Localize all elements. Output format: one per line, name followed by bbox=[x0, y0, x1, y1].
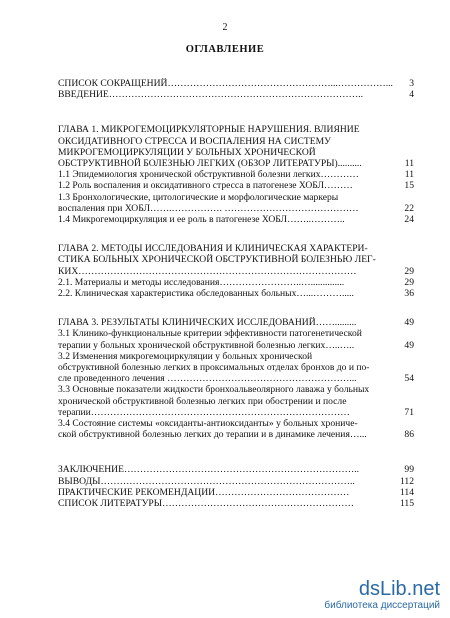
toc-entry-section-1-2[interactable]: 1.2 Роль воспаления и оксидативного стресса в патогенезе ХОБЛ……… 15 bbox=[58, 180, 414, 192]
toc-entry-section-3-3[interactable]: 3.3 Основные показатели жидкости бронхоальвеолярного лаважа у больных хронической обструктивной болезнью легких при обострении и после терапии……………………………………………………………………… 71 bbox=[58, 384, 414, 418]
page-number: 2 bbox=[222, 22, 228, 33]
toc-entry-chapter-2[interactable]: ГЛАВА 2. МЕТОДЫ ИССЛЕДОВАНИЯ И КЛИНИЧЕСКАЯ ХАРАКТЕРИ- СТИКА БОЛЬНЫХ ХРОНИЧЕСКОЙ ОБСТРУКТИВНОЙ БОЛЕЗНЬЮ ЛЕГ- КИХ…………………………………………………………………………… 29 bbox=[58, 243, 414, 277]
toc-entry-section-1-3[interactable]: 1.3 Бронхологические, цитологические и морфологические маркеры воспаления при ХОБЛ…….……………. …………………………………… 22 bbox=[58, 191, 414, 214]
watermark-subtitle: библиотека диссертаций bbox=[324, 600, 440, 611]
toc-title: ОГЛАВЛЕНИЕ bbox=[185, 44, 265, 55]
table-of-contents bbox=[58, 78, 414, 509]
toc-entry-chapter-1[interactable]: ГЛАВА 1. МИКРОГЕМОЦИРКУЛЯТОРНЫЕ НАРУШЕНИЯ. ВЛИЯНИЕ ОКСИДАТИВНОГО СТРЕССА И ВОСПАЛЕНИЯ НА СИСТЕМУ МИКРОГЕМОЦИРКУЛЯЦИИ У БОЛЬНЫХ ХРОНИЧЕСКОЙ ОБСТРУКТИВНОЙ БОЛЕЗНЬЮ ЛЕГКИХ (ОБЗОР ЛИТЕРАТУРЫ).......... 11 bbox=[58, 124, 414, 170]
toc-entry-findings[interactable]: ВЫВОДЫ…………………………………………………………………….. 112 bbox=[58, 475, 414, 487]
watermark-title: dsLib.net bbox=[358, 578, 440, 600]
toc-entry-section-1-4[interactable]: 1.4 Микрогемоциркуляция и ее роль в патогенезе ХОБЛ……..……….. 24 bbox=[58, 214, 414, 226]
toc-entry-chapter-3[interactable]: ГЛАВА 3. РЕЗУЛЬТАТЫ КЛИНИЧЕСКИХ ИССЛЕДОВАНИЙ……......... 49 bbox=[58, 317, 414, 329]
toc-entry-section-3-1[interactable]: 3.1 Клинико-функциональные критерии эффективности патогенетической терапии у больных хронической обструктивной болезнью легких…..….. 49 bbox=[58, 328, 414, 351]
toc-entry-section-2-1[interactable]: 2.1. Материалы и методы исследования……………………..….............. 29 bbox=[58, 276, 414, 288]
toc-entry-introduction[interactable]: ВВЕДЕНИЕ…………………………………………………………………….. 4 bbox=[58, 89, 414, 101]
toc-entry-references[interactable]: СПИСОК ЛИТЕРАТУРЫ…………………………………………………… 115 bbox=[58, 498, 414, 510]
toc-entry-section-1-1[interactable]: 1.1 Эпидемиология хронической обструктивной болезни легких………… 11 bbox=[58, 169, 414, 181]
toc-entry-conclusion[interactable]: ЗАКЛЮЧЕНИЕ……………………………………………………………….. 99 bbox=[58, 464, 414, 476]
toc-entry-practical-recommendations[interactable]: ПРАКТИЧЕСКИЕ РЕКОМЕНДАЦИИ…………………………………… 114 bbox=[58, 486, 414, 498]
toc-entry-section-3-4[interactable]: 3.4 Состояние системы «оксиданты-антиоксиданты» у больных хрониче- ской обструктивной болезнью легких до терапии и в динамике лечения…... 86 bbox=[58, 418, 414, 441]
toc-entry-abbreviations[interactable]: СПИСОК СОКРАЩЕНИЙ……………………………………………...……………... 3 bbox=[58, 78, 414, 89]
toc-entry-section-2-2[interactable]: 2.2. Клиническая характеристика обследованных больных…...………..... 36 bbox=[58, 288, 414, 300]
dslib-watermark-logo bbox=[280, 578, 440, 612]
toc-entry-section-3-2[interactable]: 3.2 Изменения микрогемоциркуляции у больных хронической обструктивной болезнью легких в проксимальных отделах бронхов до и по- сле проведенного лечения …………………………………………………... 54 bbox=[58, 350, 414, 385]
